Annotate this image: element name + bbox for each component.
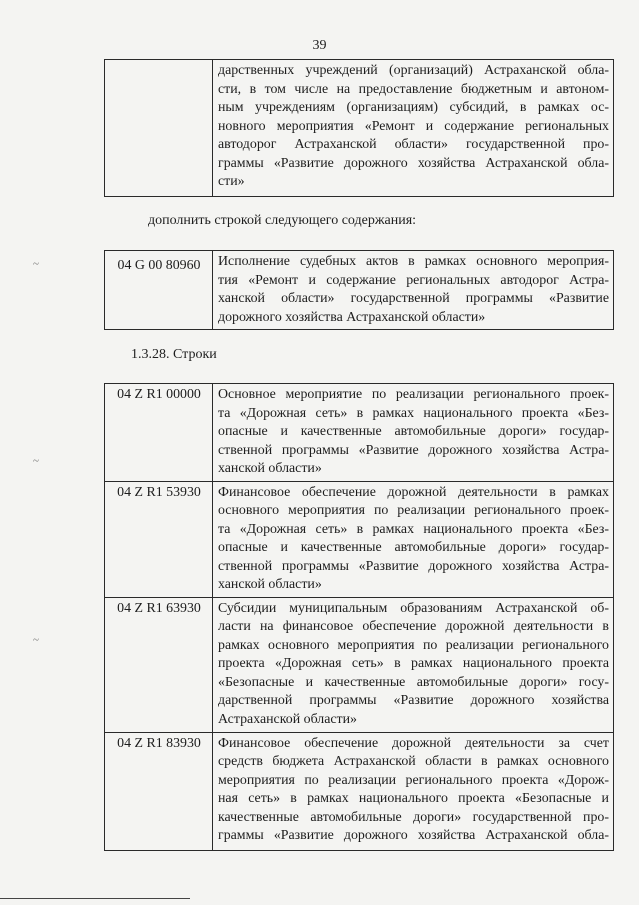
instruction-text: дополнить строкой следующего содержания:	[148, 213, 417, 228]
classification-code: 04 Z R1 00000	[105, 384, 213, 482]
table-row	[105, 481, 614, 597]
row-description: Субсидии муниципальным образованиям Астраханской об- ласти на финансовое обеспечение дорожной деятельности в рамках основного мероприятия по реализации регионального проекта «Дорожная сеть» в рамках национального проекта «Безопасные и качественные автомобильные дороги» госу- дарственной программы «Развитие дорожного хозяйства Астраханской области»	[213, 597, 614, 732]
table-row	[105, 251, 614, 330]
classification-code	[105, 60, 213, 197]
footer-divider	[0, 898, 190, 899]
table-row	[105, 732, 614, 850]
classification-code: 04 Z R1 53930	[105, 481, 213, 597]
classification-code: 04 Z R1 83930	[105, 732, 213, 850]
row-description: Финансовое обеспечение дорожной деятельности за счет средств бюджета Астраханской области в рамках основного мероприятия по реализации регионального проекта «Дорож- ная сеть» в рамках национального проекта «Безопасные и качественные автомобильные дороги» государственной про- граммы «Развитие дорожного хозяйства Астраханской обла-	[213, 732, 614, 850]
classification-code: 04 Z R1 63930	[105, 597, 213, 732]
table-row	[105, 60, 614, 197]
page-number: 39	[312, 38, 327, 53]
row-description: дарственных учреждений (организаций) Астраханской обла- сти, в том числе на предоставление бюджетным и автоном- ным учреждениям (организациям) субсидий, в рамках ос- новного мероприятия «Ремонт и содержание региональных автодорог Астраханской области» государственной про- граммы «Развитие дорожного хозяйства Астраханской обла- сти»	[213, 60, 614, 197]
scan-mark: ~	[33, 455, 39, 467]
section-heading: 1.3.28. Строки	[131, 347, 217, 362]
scan-mark: ~	[33, 634, 39, 646]
row-description: Финансовое обеспечение дорожной деятельности в рамках основного мероприятия по реализации регионального проек- та «Дорожная сеть» в рамках национального проекта «Без- опасные и качественные автомобильные дороги» государ- ственной программы «Развитие дорожного хозяйства Астра- ханской области»	[213, 481, 614, 597]
added-row-table	[104, 250, 614, 330]
row-description: Исполнение судебных актов в рамках основного мероприя- тия «Ремонт и содержание региональных автодорог Астра- ханской области» государственной программы «Развитие дорожного хозяйства Астраханской области»	[213, 251, 614, 330]
table-row	[105, 384, 614, 482]
budget-table-continued	[104, 59, 614, 197]
scan-mark: ~	[33, 258, 39, 270]
rows-table	[104, 383, 614, 851]
table-row	[105, 597, 614, 732]
row-description: Основное мероприятие по реализации регионального проек- та «Дорожная сеть» в рамках национального проекта «Без- опасные и качественные автомобильные дороги» государ- ственной программы «Развитие дорожного хозяйства Астра- ханской области»	[213, 384, 614, 482]
classification-code: 04 G 00 80960	[105, 251, 213, 330]
